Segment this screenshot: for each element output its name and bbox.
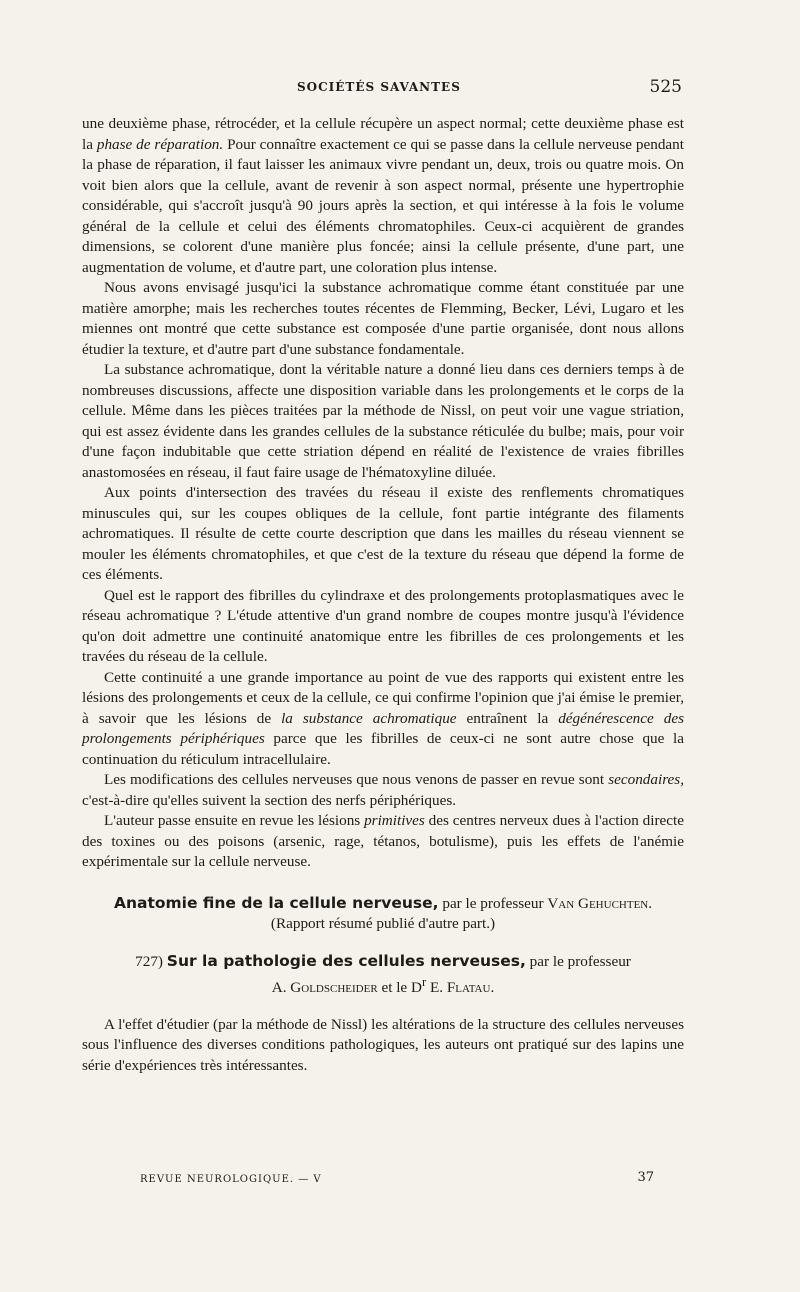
author-name: Van Gehuchten. <box>547 894 653 912</box>
section-heading-anatomie: Anatomie fine de la cellule nerveuse, par le professeur Van Gehuchten. (Rapport résumé publié d'autre part.) <box>82 893 684 935</box>
page-header <box>82 78 682 100</box>
section-title: Anatomie fine de la cellule nerveuse, <box>113 893 439 912</box>
paragraph: L'auteur passe ensuite en revue les lésions primitives des centres nerveux dues à l'action directe des toxines ou des poisons (arsenic, rage, tétanos, botulisme), puis les effets de l'anémie expérimentale sur la cellule nerveuse. <box>82 812 684 870</box>
paragraph: Les modifications des cellules nerveuses que nous venons de passer en revue sont secondaires, c'est-à-dire qu'elles suivent la section des nerfs périphériques. <box>82 771 684 809</box>
paragraph: Cette continuité a une grande importance au point de vue des rapports qui existent entre les lésions des prolongements et ceux de la cellule, ce qui confirme l'opinion que j'ai émise le premier, à savoir que les lésions de la substance achromatique entraînent la dégénérescence des prolongements périphériques parce que les fibrilles de ceux-ci ne sont autre chose que la continuation du réticulum intracellulaire. <box>82 668 684 768</box>
paragraph: La substance achromatique, dont la véritable nature a donné lieu dans ces derniers temps à de nombreuses discussions, affecte une disposition variable dans les prolongements et le corps de la cellule. Même dans les pièces traitées par la méthode de Nissl, on peut voir une vague striation, qui est assez évidente dans les grandes cellules de la substance réticulée du bulbe; mais, pour voir d'une façon indubitable que cette striation dépend en réalité de l'existence de vraies fibrilles anastomosées en réseau, il faut faire usage de l'hématoxyline diluée. <box>82 361 684 481</box>
section-number: 727) <box>135 952 167 970</box>
paragraph: une deuxième phase, rétrocéder, et la cellule récupère un aspect normal; cette deuxième phase est la phase de réparation. Pour connaître exactement ce qui se passe dans la cellule nerveuse pendant la phase de réparation, il faut laisser les animaux vivre pendant un, deux, trois ou quatre mois. On voit bien alors que la cellule, avant de revenir à son aspect normal, présente une hypertrophie considérable, qui s'accroît jusqu'à 90 jours après la section, et qui intéresse à la fois le volume général de la cellule et celui des éléments chromatophiles. Ceux-ci acquièrent de grandes dimensions, se colorent d'une manière plus foncée; ainsi la cellule présente, d'une part, une augmentation de volume, et d'autre part, une coloration plus intense. <box>82 115 684 276</box>
author-name: E. Flatau. <box>426 979 495 997</box>
running-title: SOCIÉTÉS SAVANTES <box>297 80 461 94</box>
article-body <box>82 114 684 1076</box>
section-title: Sur la pathologie des cellules nerveuses, <box>166 951 526 970</box>
sheet-number: 37 <box>637 1170 654 1185</box>
section-heading-pathologie: 727) Sur la pathologie des cellules nerveuses, par le professeur A. Goldscheider et le $D^r$ E. Flatau. <box>135 951 631 997</box>
section-note: (Rapport résumé publié d'autre part.) <box>270 915 496 932</box>
paragraph: Nous avons envisagé jusqu'ici la substance achromatique comme étant constituée par une matière amorphe; mais les recherches toutes récentes de Flemming, Becker, Lévi, Lugaro et les miennes ont montré que cette substance est composée d'une partie organisée, dont nous allons étudier la texture, et d'autre part d'une substance fondamentale. <box>82 279 684 358</box>
page-footer <box>140 1172 654 1190</box>
signature-mark: REVUE NEUROLOGIQUE. — V <box>140 1174 322 1185</box>
paragraph: Quel est le rapport des fibrilles du cylindraxe et des prolongements protoplasmatiques avec le réseau achromatique ? L'étude attentive d'un grand nombre de coupes montre jusqu'à l'évidence qu'on doit admettre une continuité anatomique entre les fibrilles de ces prolongements et les travées du réseau de la cellule. <box>82 586 684 665</box>
paragraph: Aux points d'intersection des travées du réseau il existe des renflements chromatiques minuscules qui, sur les coupes obliques de la cellule, font partie intégrante des filaments achromatiques. Il résulte de cette courte description que dans les mailles du réseau viennent se mouler les éléments chromatophiles, et que c'est de la texture du réseau que dépend la forme de ces éléments. <box>82 484 684 583</box>
paragraph: A l'effet d'étudier (par la méthode de Nissl) les altérations de la structure des cellules nerveuses sous l'influence des diverses conditions pathologiques, les auteurs ont pratiqué sur des lapins une série d'expériences très intéressantes. <box>82 1015 684 1074</box>
page-number: 525 <box>649 77 682 97</box>
author-name: A. Goldscheider <box>271 979 378 997</box>
